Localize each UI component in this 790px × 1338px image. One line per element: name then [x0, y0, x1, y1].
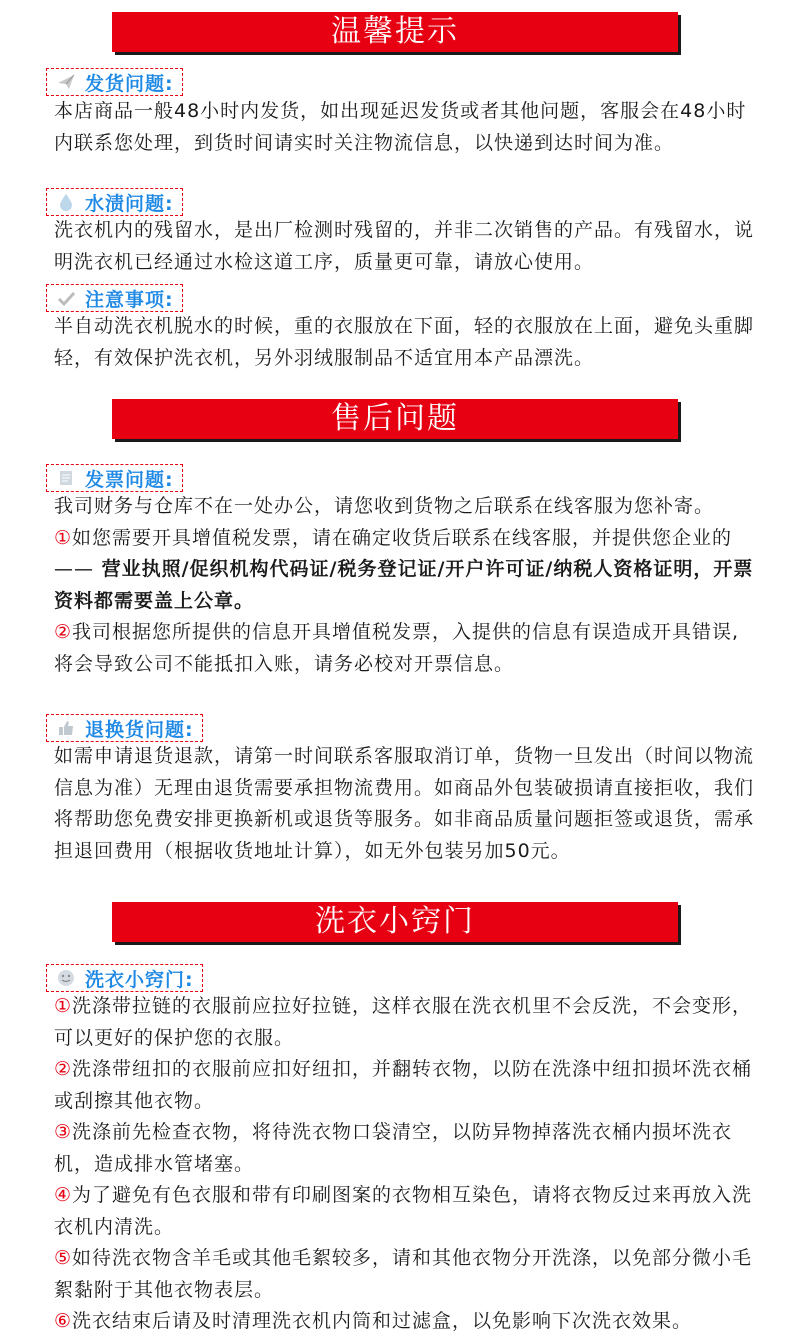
checkmark-icon	[57, 289, 75, 307]
returns-text: 如需申请退货退款，请第一时间联系客服取消订单，货物一旦发出（时间以物流信息为准）无理由退货需要承担物流费用。如商品外包装破损请直接拒收，我们将帮助您免费安排更换新机或退货等服务。如非商品质量问题拒签或退货，需承担退回费用（根据收货地址计算），如无外包装另加50元。	[54, 745, 755, 862]
banner-laundry: 洗衣小窍门	[112, 902, 678, 942]
notice-heading	[46, 284, 183, 312]
laundry-tip-4: ④为了避免有色衣服和带有印刷图案的衣物相互染色，请将衣物反过来再放入洗衣机内清洗。	[54, 1184, 753, 1238]
invoice-item-2: ②我司根据您所提供的信息开具增值税发票，入提供的信息有误造成开具错误,将会导致公司不能抵扣入账，请务必校对开票信息。	[54, 621, 740, 675]
thumbs-up-icon	[57, 719, 75, 737]
banner-tips: 温馨提示	[112, 12, 678, 52]
water-heading-label: 水渍问题:	[85, 192, 174, 215]
invoice-text	[54, 491, 754, 680]
invoice-intro: 我司财务与仓库不在一处办公，请您收到货物之后联系在线客服为您补寄。	[54, 495, 715, 517]
laundry-heading-label: 洗衣小窍门:	[85, 968, 194, 991]
laundry-tip-1: ①洗涤带拉链的衣服前应拉好拉链，这样衣服在洗衣机里不会反洗，不会变形，可以更好的保护您的衣服。	[54, 995, 753, 1049]
shipping-heading-label: 发货问题:	[85, 72, 174, 95]
water-heading	[46, 188, 183, 216]
invoice-heading	[46, 464, 183, 492]
water-text: 洗衣机内的残留水，是出厂检测时残留的，并非二次销售的产品。有残留水，说明洗衣机已经通过水检这道工序，质量更可靠，请放心使用。	[54, 219, 755, 273]
invoice-item-1: ①如您需要开具增值税发票，请在确定收货后联系在线客服，并提供您企业的—— 营业执照/促织机构代码证/税务登记证/开户许可证/纳税人资格证明，开票资料都需要盖上公章。	[54, 526, 754, 612]
water-drop-icon	[57, 193, 75, 211]
banner-after-sales: 售后问题	[112, 399, 678, 439]
notice-text: 半自动洗衣机脱水的时候，重的衣服放在下面，轻的衣服放在上面，避免头重脚轻，有效保护洗衣机，另外羽绒服制品不适宜用本产品漂洗。	[54, 315, 755, 369]
laundry-tip-2: ②洗涤带纽扣的衣服前应扣好纽扣，并翻转衣物，以防在洗涤中纽扣损坏洗衣桶或刮擦其他衣物。	[54, 1058, 753, 1112]
laundry-heading	[46, 964, 203, 992]
shipping-text: 本店商品一般48小时内发货，如出现延迟发货或者其他问题，客服会在48小时内联系您处理，到货时间请实时关注物流信息，以快递到达时间为准。	[54, 100, 747, 154]
laundry-tip-3: ③洗涤前先检查衣物，将待洗衣物口袋清空，以防异物掉落洗衣桶内损坏洗衣机，造成排水管堵塞。	[54, 1121, 733, 1175]
smiley-icon	[57, 969, 75, 987]
invoice-heading-label: 发票问题:	[85, 468, 174, 491]
document-icon	[57, 469, 75, 487]
returns-heading	[46, 714, 203, 742]
paper-plane-icon	[57, 73, 75, 91]
laundry-tip-5: ⑤如待洗衣物含羊毛或其他毛絮较多，请和其他衣物分开洗涤，以免部分微小毛絮黏附于其他衣物表层。	[54, 1247, 753, 1301]
laundry-tip-6: ⑥洗衣结束后请及时清理洗衣机内筒和过滤盒，以免影响下次洗衣效果。	[54, 1310, 693, 1332]
returns-heading-label: 退换货问题:	[85, 718, 194, 741]
laundry-text	[54, 991, 754, 1338]
notice-heading-label: 注意事项:	[85, 288, 174, 311]
shipping-heading	[46, 68, 183, 96]
